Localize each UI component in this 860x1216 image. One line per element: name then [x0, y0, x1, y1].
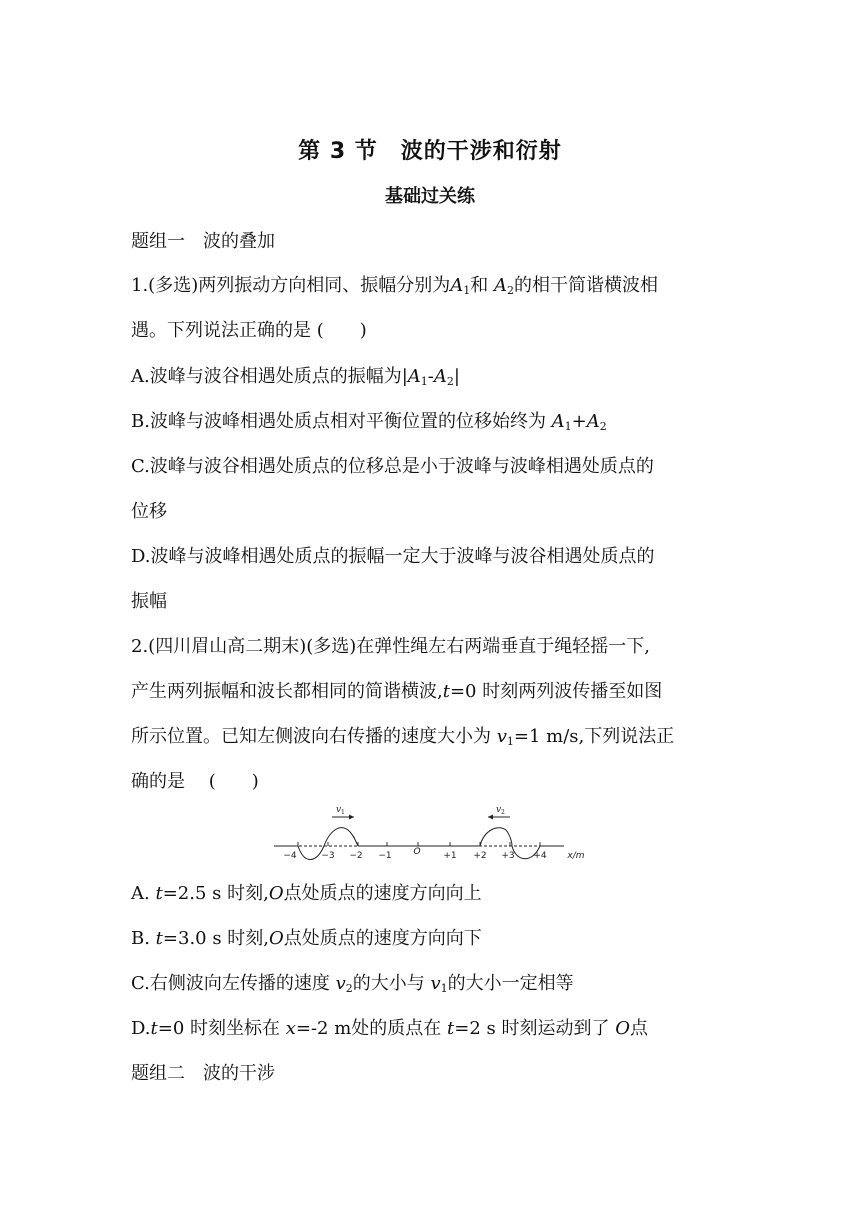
q2-stem-line-1: 2.(四川眉山高二期末)(多选)在弹性绳左右两端垂直于绳轻摇一下,: [131, 636, 650, 657]
tick-label: −2: [349, 851, 363, 861]
q1-option-c-line-2: 位移: [131, 501, 167, 522]
q1-option-c-line-1: C.波峰与波谷相遇处质点的位移总是小于波峰与波峰相遇处质点的: [131, 456, 654, 477]
section-subtitle: 基础过关练: [385, 186, 475, 207]
q1-option-a: A.波峰与波谷相遇处质点的振幅为$|A_1-A_2|$: [131, 366, 460, 388]
tick-label: −3: [321, 851, 335, 861]
q2-option-a: A. t=2.5 s 时刻,O点处质点的速度方向向上: [131, 883, 482, 904]
tick-label: +1: [443, 851, 457, 861]
q1-option-d-line-2: 振幅: [131, 591, 167, 612]
v2-subscript: 2: [501, 809, 505, 816]
q1-option-d-line-1: D.波峰与波峰相遇处质点的振幅一定大于波峰与波谷相遇处质点的: [131, 546, 655, 567]
q1-option-b: B.波峰与波峰相遇处质点相对平衡位置的位移始终为 $A_1+A_2$: [131, 411, 607, 433]
q2-stem-line-4: 确的是 ( ): [131, 771, 259, 792]
group-heading-2: 题组二 波的干涉: [131, 1063, 275, 1084]
page-title: 第 3 节 波的干涉和衍射: [298, 139, 562, 164]
tick-label: −1: [378, 851, 392, 861]
tick-label: +4: [533, 851, 547, 861]
tick-label: −4: [283, 851, 297, 861]
q2-option-b: B. t=3.0 s 时刻,O点处质点的速度方向向下: [131, 928, 482, 949]
q1-stem-line-1: 1.(多选)两列振动方向相同、振幅分别为$A_1$和 $A_2$的相干简谐横波相: [131, 275, 658, 297]
tick-label-origin: O: [413, 847, 421, 857]
q2-stem-line-2: 产生两列振幅和波长都相同的简谐横波,t=0 时刻两列波传播至如图: [131, 681, 663, 702]
tick-label: +3: [501, 851, 515, 861]
v2-label: v: [496, 805, 502, 815]
q1-stem-line-2: 遇。下列说法正确的是 ( ): [131, 320, 367, 341]
tick-label: +2: [473, 851, 487, 861]
v1-subscript: 1: [341, 809, 345, 816]
wave-figure: [270, 802, 590, 864]
q2-option-d: D.t=0 时刻坐标在 x=-2 m处的质点在 t=2 s 时刻运动到了 O点: [131, 1018, 648, 1039]
group-heading-1: 题组一 波的叠加: [131, 231, 275, 252]
q2-option-c: C.右侧波向左传播的速度 $v_2$的大小与 $v_1$的大小一定相等: [131, 973, 574, 995]
v2-arrowhead: [488, 815, 493, 820]
q2-stem-line-3: 所示位置。已知左侧波向右传播的速度大小为 $v_1=1$ m/s,下列说法正: [131, 726, 675, 748]
v1-label: v: [336, 805, 342, 815]
axis-label: x/m: [567, 851, 585, 861]
v1-arrowhead: [349, 815, 354, 820]
